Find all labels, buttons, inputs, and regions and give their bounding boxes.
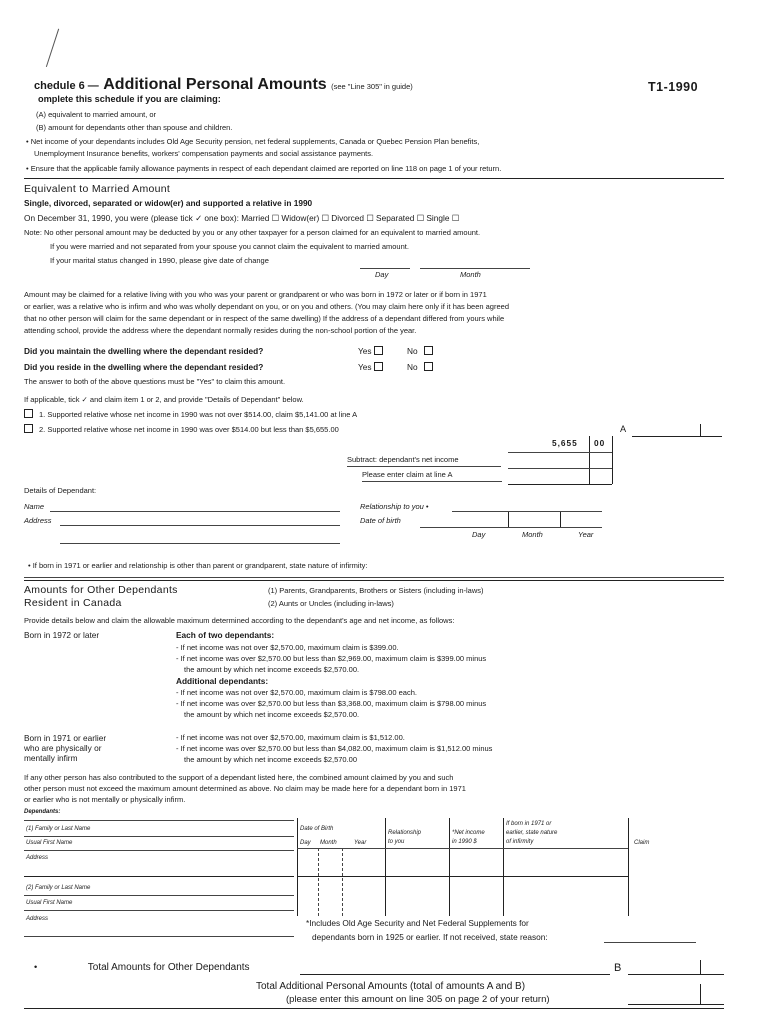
relationship-label: Relationship to you • — [360, 502, 429, 511]
col-dob — [297, 818, 298, 916]
infirmity-note: • If born in 1971 or earlier and relationship is other than parent or grandparent, state nature of infirmity: — [28, 561, 368, 570]
equiv-heading: Equivalent to Married Amount — [24, 183, 171, 195]
other-heading-1: Amounts for Other Dependants — [24, 584, 178, 596]
address-label: Address — [24, 516, 52, 525]
dob-dash-1 — [318, 848, 319, 916]
combined-3: or earlier who is not mentally or physically infirm. — [24, 795, 186, 804]
rule-4-l1: - If net income was over $2,570.00 but less than $3,368.00, maximum claim is $798.00 minus — [176, 699, 487, 708]
each-two-label: Each of two dependants: — [176, 630, 275, 640]
checkbox[interactable] — [24, 424, 33, 433]
divider — [24, 178, 724, 179]
row-2-bottom — [24, 936, 294, 937]
address-field-1[interactable] — [60, 525, 340, 526]
line-a-label: A — [620, 424, 627, 434]
t-family-2: (2) Family or Last Name — [26, 885, 91, 891]
t-infirm-3: of infirmity — [506, 839, 534, 845]
provide-line: Provide details below and claim the allowable maximum determined according to the dependant's age and net income, as follows: — [24, 616, 455, 625]
row-2-line-2 — [24, 910, 294, 911]
t-relationship-1: Relationship — [388, 830, 422, 836]
subtract-underline — [347, 466, 501, 467]
applicable-line: If applicable, tick ✓ and claim item 1 or 2, and provide "Details of Dependant" below. — [24, 395, 304, 404]
q1-no[interactable] — [407, 346, 433, 356]
dob-sep-2 — [560, 512, 561, 527]
month-field[interactable] — [420, 268, 530, 269]
eligibility-para-2: or earlier, was a relative who is infirm and who was wholly dependant on you, or on you and others. (You may claim here only if it has been agreed — [24, 302, 509, 311]
q1-yes[interactable] — [358, 346, 383, 356]
subtract-label: Subtract: dependant's net income — [347, 455, 459, 464]
rule-6-l2: the amount by which net income exceeds $2,570.00 — [184, 755, 358, 764]
checkbox[interactable] — [24, 409, 33, 418]
checkbox[interactable] — [374, 362, 383, 371]
line-b-label: B — [614, 962, 622, 974]
item-b: (B) amount for dependants other than spouse and children. — [36, 123, 233, 132]
details-label: Details of Dependant: — [24, 486, 97, 495]
t-netinc-2: in 1990 $ — [452, 839, 477, 845]
t-month: Month — [320, 840, 337, 846]
grand-total-field[interactable] — [628, 1004, 724, 1005]
month-label: Month — [460, 270, 481, 279]
t-family-1: (1) Family or Last Name — [26, 826, 91, 832]
header-underline — [297, 848, 628, 849]
form-id: T1-1990 — [648, 80, 699, 94]
dob-day: Day — [472, 530, 486, 539]
line-a-field[interactable] — [632, 436, 722, 437]
footnote-field[interactable] — [604, 942, 696, 943]
col-netinc — [449, 818, 450, 916]
amount-line-3 — [508, 484, 612, 485]
t-usual-2: Usual First Name — [26, 900, 73, 906]
option-2-label: 2. Supported relative whose net income in 1990 was over $514.00 but less than $5,655.00 — [39, 425, 339, 434]
eligibility-para-1: Amount may be claimed for a relative living with you who was your parent or grandparent or who was born in 1972 or later or if born in 1971 — [24, 290, 487, 299]
question-maintain: Did you maintain the dwelling where the dependant resided? — [24, 346, 264, 356]
bullet-net-income: • Net income of your dependants includes Old Age Security pension, net federal supplements, Canada or Quebec Pension Plan benefits, — [26, 137, 480, 146]
question-reside: Did you reside in the dwelling where the dependant resided? — [24, 362, 264, 372]
eligibility-para-4: attending school, provide the address where the dependant normally resides during the non-school portion of the year. — [24, 326, 417, 335]
footnote-2: dependants born in 1925 or earlier. If not received, state reason: — [312, 932, 548, 942]
rule-2-l1: - If net income was over $2,570.00 but less than $2,969.00, maximum claim is $399.00 minus — [176, 654, 487, 663]
row-1-line-1 — [24, 836, 294, 837]
grand-total-divider — [700, 984, 701, 1004]
no-label: No — [407, 362, 418, 372]
t-claim: Claim — [634, 840, 650, 846]
no-label: No — [407, 346, 418, 356]
note-3: If your marital status changed in 1990, please give date of change — [50, 256, 269, 265]
other-total-text: Total Amounts for Other Dependants — [87, 962, 250, 973]
line-a-divider — [700, 424, 701, 436]
name-label: Name — [24, 502, 45, 511]
q2-no[interactable] — [407, 362, 433, 372]
footnote-1: *Includes Old Age Security and Net Federal Supplements for — [306, 918, 529, 928]
line-b-field[interactable] — [628, 974, 724, 975]
grand-total-1: Total Additional Personal Amounts (total of amounts A and B) — [256, 981, 526, 992]
cents-divider — [589, 436, 590, 484]
option-1[interactable] — [24, 409, 357, 419]
dependants-label: Dependants: — [24, 809, 61, 815]
additional-label: Additional dependants: — [176, 676, 269, 686]
item-a: (A) equivalent to married amount, or — [36, 110, 157, 119]
t-infirm-2: earlier, state nature — [506, 830, 558, 836]
title-prefix: chedule 6 — — [34, 80, 99, 92]
born-1971-l1: Born in 1971 or earlier — [24, 733, 107, 743]
day-field[interactable] — [360, 268, 410, 269]
complete-line: omplete this schedule if you are claiming: — [38, 94, 221, 104]
eligibility-para-3: that no other person will claim for the same dependant or in respect of the same dwelling) If the address of a dependant differed from yours while — [24, 314, 505, 323]
rule-4-l2: the amount by which net income exceeds $2,570.00. — [184, 710, 360, 719]
option-2[interactable] — [24, 424, 339, 434]
dob-sep-1 — [508, 512, 509, 527]
enter-a-underline — [362, 481, 502, 482]
equiv-subheading: Single, divorced, separated or widow(er) and supported a relative in 1990 — [24, 198, 313, 208]
t-dob: Date of Birth — [300, 826, 334, 832]
grand-total-2: (please enter this amount on line 305 on page 2 of your return) — [286, 994, 550, 1005]
amount-right — [612, 436, 613, 484]
relationship-field[interactable] — [452, 511, 602, 512]
row-2-line-1 — [24, 895, 294, 896]
bullet1-l2: Unemployment Insurance benefits, workers' compensation payments and social assistance payments. — [34, 149, 374, 158]
col-relationship — [385, 818, 386, 916]
born-1971-l3: mentally infirm — [24, 753, 78, 763]
dob-field[interactable] — [420, 527, 602, 528]
divider — [24, 580, 724, 581]
dob-year: Year — [578, 530, 594, 539]
t-relationship-2: to you — [388, 839, 405, 845]
bullet2: Ensure that the applicable family allowance payments in respect of each dependant claimed are reported on line 118 on page 1 of your return. — [30, 164, 502, 173]
amount-cents: 00 — [594, 438, 606, 448]
option-1-label: 1. Supported relative whose net income in 1990 was not over $514.00, claim $5,141.00 at line A — [39, 410, 358, 419]
amount-line-2 — [508, 468, 612, 469]
row-1-cols-bottom — [297, 876, 628, 877]
yes-label: Yes — [358, 346, 372, 356]
category-2: (2) Aunts or Uncles (including in-laws) — [268, 599, 394, 608]
other-total-label: • Total Amounts for Other Dependants — [34, 962, 250, 973]
t-netinc-1: *Net income — [452, 830, 485, 836]
category-1: (1) Parents, Grandparents, Brothers or Sisters (including in-laws) — [268, 586, 484, 595]
rule-1: - If net income was not over $2,570.00, maximum claim is $399.00. — [176, 643, 399, 652]
t-address-1: Address — [26, 855, 49, 861]
day-label: Day — [375, 270, 389, 279]
col-claim — [628, 818, 629, 916]
checkbox[interactable] — [424, 346, 433, 355]
rule-2-l2: the amount by which net income exceeds $2,570.00. — [184, 665, 360, 674]
t-infirm-1: If born in 1971 or — [506, 821, 552, 827]
row-1-line-2 — [24, 850, 294, 851]
table-top — [24, 820, 294, 821]
scan-mark — [46, 29, 60, 68]
other-total-leader — [300, 974, 610, 975]
bullet-family-allowance: • Ensure that the applicable family allowance payments in respect of each dependant claimed are reported on line 118 on page 1 of your return. — [26, 164, 502, 173]
bullet1-l1: Net income of your dependants includes Old Age Security pension, net federal supplements, Canada or Quebec Pension Plan benefits, — [30, 137, 480, 146]
page-title: Additional Personal Amounts — [103, 76, 327, 93]
address-field-2[interactable] — [60, 543, 340, 544]
born-1971-l2: who are physically or — [24, 743, 102, 753]
title-note: (see "Line 305" in guide) — [331, 82, 413, 91]
combined-2: other person must not exceed the maximum amount determined as above. No claim may be made here for a dependant born in 1971 — [24, 784, 466, 793]
amount-line-1 — [508, 452, 612, 453]
enter-a-label: Please enter claim at line A — [362, 470, 453, 479]
combined-1: If any other person has also contributed to the support of a dependant listed here, the combined amount claimed by you and such — [24, 773, 454, 782]
rule-6-l1: - If net income was over $2,570.00 but less than $4,082.00, maximum claim is $1,512.00 minus — [176, 744, 493, 753]
note-2: If you were married and not separated from your spouse you cannot claim the equivalent to married amount. — [50, 242, 409, 251]
dob-month: Month — [522, 530, 543, 539]
row-1-bottom — [24, 876, 294, 877]
amount-5655: 5,655 — [552, 438, 578, 448]
rule-3: - If net income was not over $2,570.00, maximum claim is $798.00 each. — [176, 688, 417, 697]
t-day: Day — [300, 840, 311, 846]
other-heading-2: Resident in Canada — [24, 597, 122, 609]
rule-5: - If net income was not over $2,570.00, maximum claim is $1,512.00. — [176, 733, 405, 742]
dob-dash-2 — [342, 848, 343, 916]
col-infirm — [503, 818, 504, 916]
line-b-divider — [700, 960, 701, 974]
checkbox[interactable] — [374, 346, 383, 355]
footer-rule — [24, 1008, 724, 1009]
t-address-2: Address — [26, 916, 49, 922]
infirmity-field[interactable] — [24, 577, 724, 578]
yes-label: Yes — [358, 362, 372, 372]
t-usual-1: Usual First Name — [26, 840, 73, 846]
marital-status-line[interactable]: On December 31, 1990, you were (please tick ✓ one box): Married ☐ Widow(er) ☐ Divorced ☐ Separated ☐ Single ☐ — [24, 213, 460, 223]
schedule-title — [34, 76, 413, 94]
answer-note: The answer to both of the above questions must be "Yes" to claim this amount. — [24, 377, 286, 386]
dob-label: Date of birth — [360, 516, 401, 525]
q2-yes[interactable] — [358, 362, 383, 372]
born-1972-label: Born in 1972 or later — [24, 630, 100, 640]
note-1: Note: No other personal amount may be deducted by you or any other taxpayer for a person claimed for an equivalent to married amount. — [24, 228, 481, 237]
t-year: Year — [354, 840, 367, 846]
name-field[interactable] — [50, 511, 340, 512]
checkbox[interactable] — [424, 362, 433, 371]
